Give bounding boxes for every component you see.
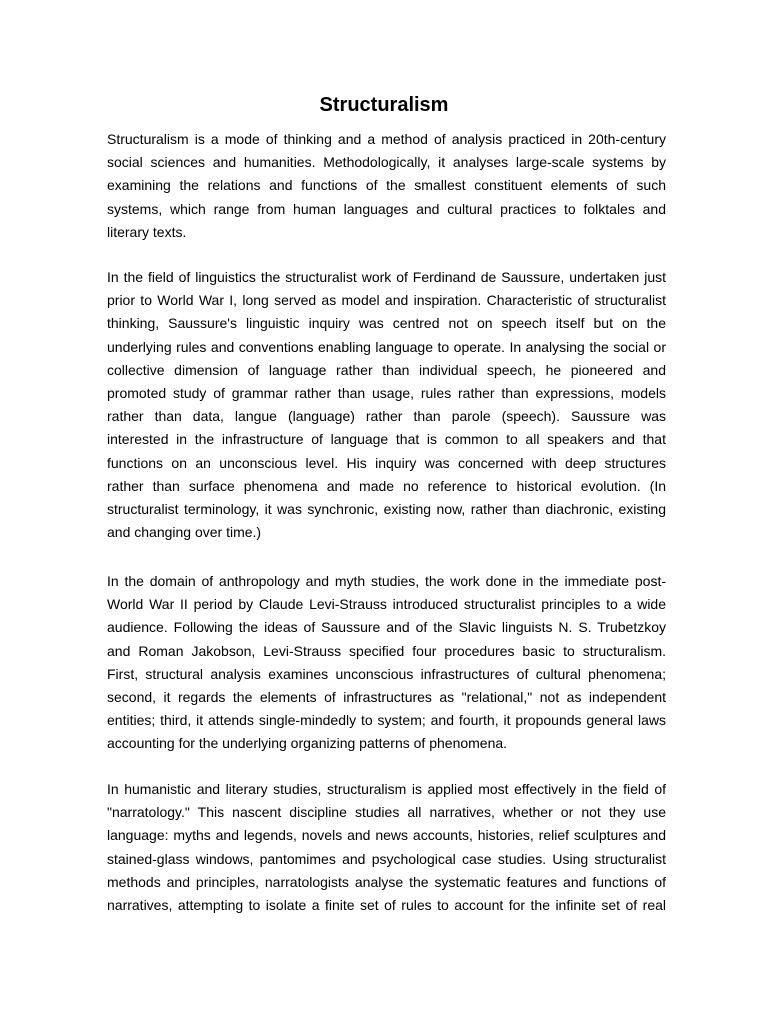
paragraph-4 [107, 778, 666, 917]
paragraph-3 [107, 570, 666, 756]
text-line: In humanistic and literary studies, structuralism is applied most effectively in the field of [107, 781, 666, 797]
text-line: social sciences and humanities. Methodologically, it analyses large-scale systems by [107, 154, 666, 171]
text-line: and changing over time.) [107, 524, 262, 541]
text-line: rather than data, langue (language) rather than parole (speech). Saussure was [107, 408, 666, 425]
text-line: "narratology." This nascent discipline studies all narratives, whether or not they use [107, 804, 666, 821]
text-line: functions on an unconscious level. His inquiry was concerned with deep structures [107, 454, 666, 471]
text-line: thinking, Saussure's linguistic inquiry was centred not on speech itself but on the [107, 315, 666, 332]
text-line: examining the relations and functions of the smallest constituent elements of such [107, 177, 666, 194]
text-line: World War II period by Claude Levi-Strauss introduced structuralist principles to a wide [107, 596, 666, 613]
text-line: entities; third, it attends single-mindedly to system; and fourth, it propounds general laws [107, 712, 666, 729]
text-line: First, structural analysis examines unconscious infrastructures of cultural phenomena; [107, 665, 666, 682]
paragraph-2 [107, 266, 666, 544]
text-line: underlying rules and conventions enabling language to operate. In analysing the social or [107, 338, 666, 355]
text-line: systems, which range from human languages and cultural practices to folktales and [107, 200, 666, 217]
text-line: promoted study of grammar rather than usage, rules rather than expressions, models [107, 385, 666, 402]
text-line: language: myths and legends, novels and news accounts, histories, relief sculptures and [107, 827, 666, 844]
text-line: rather than surface phenomena and made no reference to historical evolution. (In [107, 477, 666, 494]
text-line: In the field of linguistics the structuralist work of Ferdinand de Saussure, undertaken just [107, 269, 666, 285]
text-line: In the domain of anthropology and myth studies, the work done in the immediate post- [107, 573, 666, 589]
text-line: literary texts. [107, 223, 187, 240]
page-title: Structuralism [319, 94, 449, 116]
text-line: interested in the infrastructure of language that is common to all speakers and that [107, 431, 666, 448]
text-line: audience. Following the ideas of Saussure and of the Slavic linguists N. S. Trubetzkoy [107, 619, 666, 636]
text-line: prior to World War I, long served as model and inspiration. Characteristic of structuralist [107, 292, 666, 309]
paragraph-1 [107, 128, 666, 244]
text-line: methods and principles, narratologists analyse the systematic features and functions of [107, 873, 666, 890]
text-line: Structuralism is a mode of thinking and a method of analysis practiced in 20th-century [107, 131, 666, 147]
text-line: accounting for the underlying organizing patterns of phenomena. [107, 735, 508, 752]
text-line: collective dimension of language rather than individual speech, he pioneered and [107, 361, 666, 378]
text-line: second, it regards the elements of infrastructures as "relational," not as independent [107, 689, 666, 706]
text-line: and Roman Jakobson, Levi-Strauss specified four procedures basic to structuralism. [107, 642, 666, 659]
text-line: structuralist terminology, it was synchronic, existing now, rather than diachronic, existing [107, 501, 666, 518]
text-line: stained-glass windows, pantomimes and psychological case studies. Using structuralist [107, 850, 666, 867]
text-line: narratives, attempting to isolate a finite set of rules to account for the infinite set of real [107, 897, 666, 914]
